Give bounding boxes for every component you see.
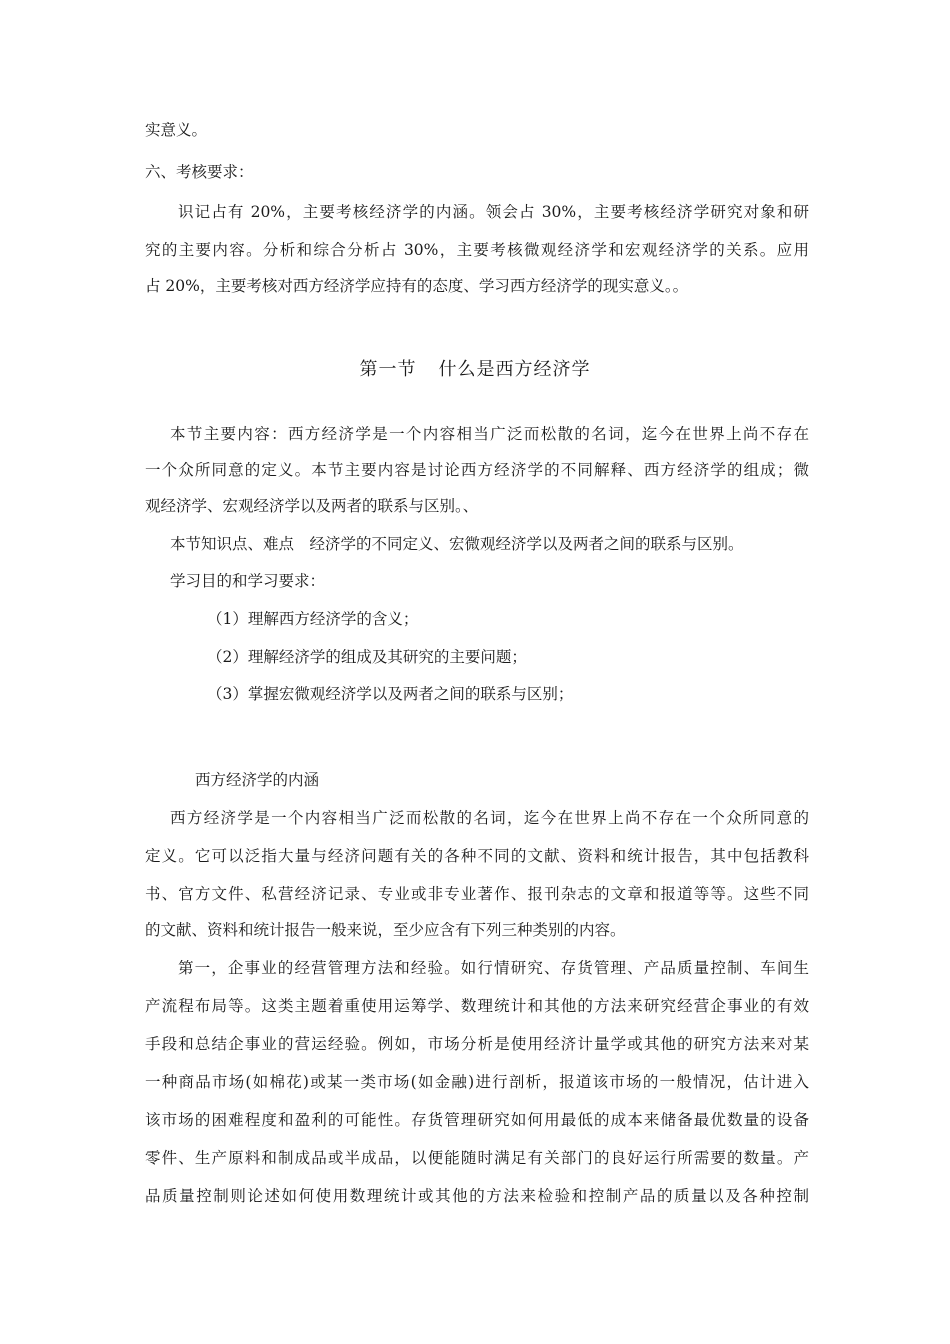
knowledge-points: 本节知识点、难点 经济学的不同定义、宏微观经济学以及两者之间的联系与区别。 bbox=[170, 535, 744, 553]
summary-line: 本节主要内容：西方经济学是一个内容相当广泛而松散的名词，迄今在世界上尚不存在 bbox=[170, 425, 809, 443]
body-line: 手段和总结企事业的营运经验。例如，市场分析是使用经济计量学或其他的研究方法来对某 bbox=[145, 1035, 809, 1053]
text-line: 实意义。 bbox=[145, 121, 208, 139]
body-line: 的文献、资料和统计报告一般来说，至少应含有下列三种类别的内容。 bbox=[145, 921, 626, 939]
paragraph-line: 识记占有 20%，主要考核经济学的内涵。领会占 30%，主要考核经济学研究对象和研 bbox=[178, 203, 809, 221]
goal-item: （2）理解经济学的组成及其研究的主要问题； bbox=[207, 648, 527, 666]
body-line: 西方经济学是一个内容相当广泛而松散的名词，迄今在世界上尚不存在一个众所同意的 bbox=[170, 809, 809, 827]
summary-line: 一个众所同意的定义。本节主要内容是讨论西方经济学的不同解释、西方经济学的组成；微 bbox=[145, 461, 809, 479]
summary-line: 观经济学、宏观经济学以及两者的联系与区别。、 bbox=[145, 497, 479, 515]
heading-title: 什么是西方经济学 bbox=[438, 359, 591, 380]
body-line: 该市场的困难程度和盈利的可能性。存货管理研究如何用最低的成本来储备最优数量的设备 bbox=[145, 1111, 809, 1129]
body-line: 第一，企事业的经营管理方法和经验。如行情研究、存货管理、产品质量控制、车间生 bbox=[178, 959, 809, 977]
goals-title: 学习目的和学习要求： bbox=[170, 572, 326, 590]
goal-item: （3）掌握宏微观经济学以及两者之间的联系与区别； bbox=[207, 685, 574, 703]
paragraph-line: 占 20%，主要考核对西方经济学应持有的态度、学习西方经济学的现实意义。。 bbox=[145, 277, 689, 295]
section-title: 六、考核要求： bbox=[145, 163, 254, 181]
paragraph-line: 究的主要内容。分析和综合分析占 30%，主要考核微观经济学和宏观经济学的关系。应用 bbox=[145, 241, 809, 259]
body-line: 品质量控制则论述如何使用数理统计或其他的方法来检验和控制产品的质量以及各种控制 bbox=[145, 1187, 809, 1205]
subsection-title: 西方经济学的内涵 bbox=[195, 771, 320, 789]
section-heading bbox=[0, 359, 950, 381]
heading-number: 第一节 bbox=[359, 359, 417, 380]
goal-item: （1）理解西方经济学的含义； bbox=[207, 610, 419, 628]
body-line: 一种商品市场(如棉花)或某一类市场(如金融)进行剖析，报道该市场的一般情况，估计进入 bbox=[145, 1073, 809, 1091]
body-line: 定义。它可以泛指大量与经济问题有关的各种不同的文献、资料和统计报告，其中包括教科 bbox=[145, 847, 809, 865]
body-line: 产流程布局等。这类主题着重使用运筹学、数理统计和其他的方法来研究经营企事业的有效 bbox=[145, 997, 809, 1015]
body-line: 书、官方文件、私营经济记录、专业或非专业著作、报刊杂志的文章和报道等等。这些不同 bbox=[145, 885, 809, 903]
body-line: 零件、生产原料和制成品或半成品，以便能随时满足有关部门的良好运行所需要的数量。产 bbox=[145, 1149, 809, 1167]
